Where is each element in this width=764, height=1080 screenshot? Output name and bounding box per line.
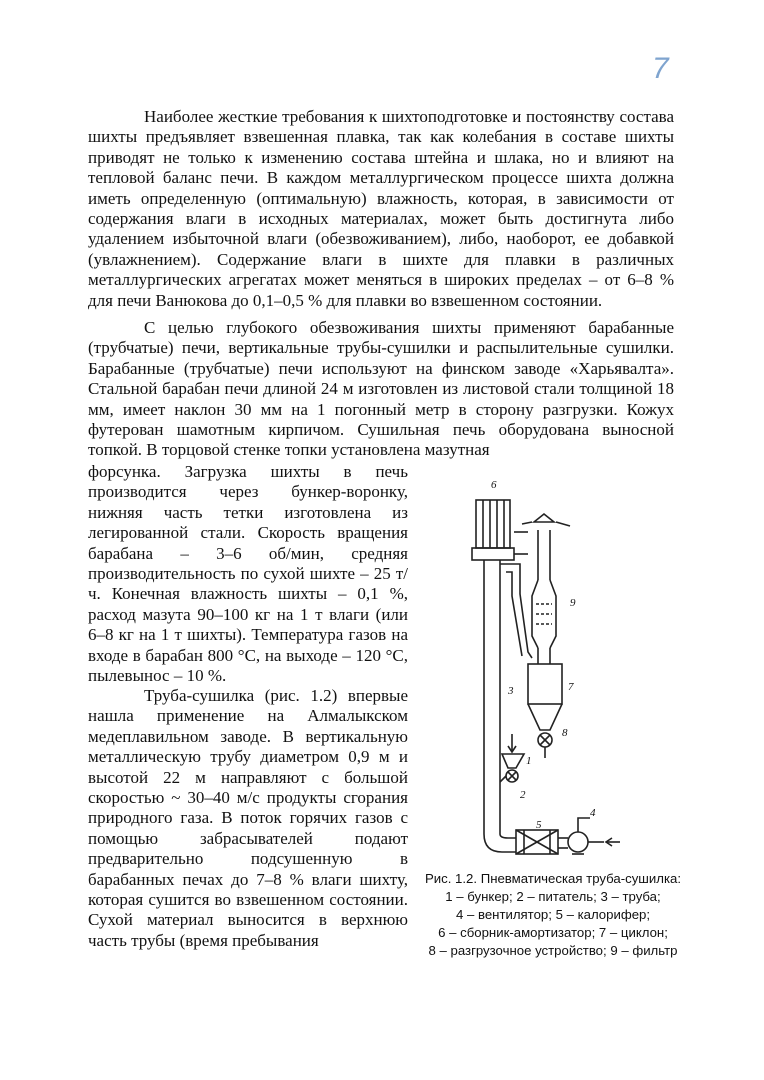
caption-line-3: 4 – вентилятор; 5 – калорифер; [455,907,651,922]
label-2: 2 [520,789,526,801]
label-4: 4 [590,807,596,819]
label-8: 8 [562,727,568,739]
figure-caption [412,870,694,960]
paragraph-3: Труба-сушилка (рис. 1.2) впервые нашла применение на Алмалыкском медеплавильном заводе. В вертикальную металлическую трубу диаметром 0,9 м и высотой 22 м направляют с большой скоростью ~ 30–40 м/с продукты сгорания природного газа. В поток горячих газов с помощью забрасывателей подают предварительно подсушенную в барабанных печах до 7–8 % влаги шихту, которая сушится во взвешенном состоянии. Сухой материал выносится в верхнюю часть трубы (время пребывания [88,686,408,950]
collector-6 [476,500,510,548]
label-6: 6 [491,479,497,491]
paragraph-2-continued: форсунка. Загрузка шихты в печь производится через бункер-воронку, нижняя часть тетки изготовлена из легированной стали. Скорость вращения барабана – 3–6 об/мин, средняя производительность по сухой шихте – 25 т/ч. Конечная влажность шихты – 0,1 %, расход мазута 90–100 кг на 1 т влаги (или 6–8 кг на 1 т шихты). Температура газов на входе в барабан 800 °С, на выходе – 120 °С, пылевынос – 10 %. [88,462,408,686]
label-5: 5 [536,819,542,831]
fan-4 [568,832,588,852]
caption-line-2: 1 – бункер; 2 – питатель; 3 – труба; [445,889,661,904]
paragraph-2: С целью глубокого обезвоживания шихты применяют барабанные (трубчатые) печи, вертикальные трубы-сушилки и распылительные сушилки. Барабанные (трубчатые) печи используют на финском заводе «Харьявалта». Стальной барабан печи длиной 24 м изготовлен из листовой стали толщиной 18 мм, имеет наклон 30 мм на 1 погонный метр в сторону разгрузки. Кожух футерован шамотным кирпичом. Сушильная печь оборудована выносной топкой. В торцовой стенке топки установлена мазутная [88,318,674,460]
paragraph-1: Наиболее жесткие требования к шихтоподготовке и постоянству состава шихты предъявляет взвешенная плавка, так как колебания в составе шихты приводят не только к изменению состава штейна и шлака, но и влияют на тепловой баланс печи. В каждом металлургическом процессе шихта должна иметь определенную (оптимальную) влажность, которая, в зависимости от содержания влаги в исходных материалах, может быть достигнута либо удалением избыточной влаги (обезвоживанием), либо, наоборот, ее добавкой (увлажнением). Содержание влаги в шихте для плавки в различных металлургических агрегатах может меняться в широких пределах – от 6–8 % для печи Ванюкова до 0,1–0,5 % для плавки во взвешенном состоянии. [88,107,674,310]
label-3: 3 [508,685,514,697]
cyclone-7 [528,664,562,704]
caption-line-1: Рис. 1.2. Пневматическая труба-сушилка: [424,871,682,886]
filter-cap [534,514,554,522]
page-number: 7 [652,52,669,85]
pneumatic-dryer-figure [428,472,688,872]
hopper-1 [502,754,524,768]
caption-line-5: 8 – разгрузочное устройство; 9 – фильтр [428,943,678,958]
label-1: 1 [526,755,532,767]
caption-line-4: 6 – сборник-амортизатор; 7 – циклон; [438,925,668,940]
label-7: 7 [568,681,574,693]
label-9: 9 [570,597,576,609]
